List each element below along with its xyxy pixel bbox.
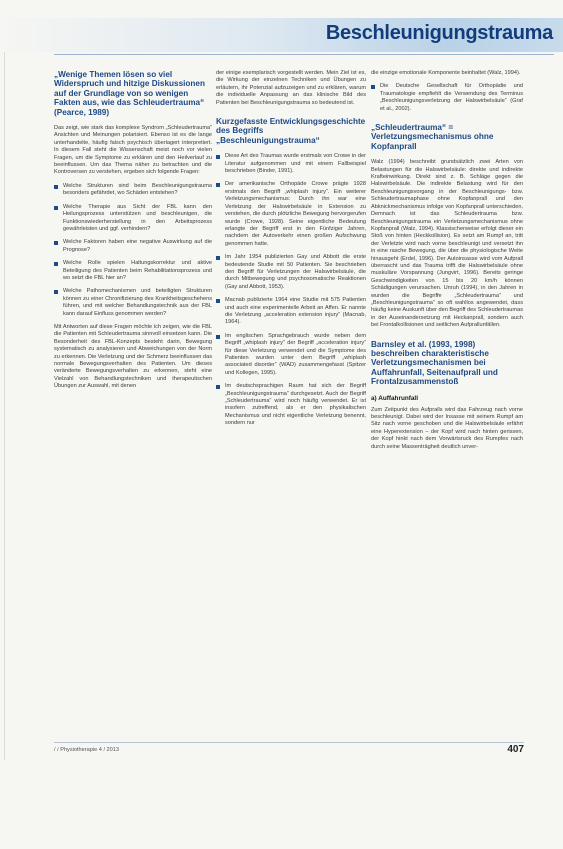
page-number: 407 (507, 744, 524, 755)
list-item (216, 153, 366, 175)
square-bullet-icon (371, 85, 375, 89)
col3-para-1: Walz (1994) beschreibt grundsätzlich zwei Arten von Belastungen für die Halswirbelsäule: direkte und indirekte Krafteinwirkung. Direkt sind z. B. Schläge gegen die Halswirbelsäule. Die indirekte Belastung wird für den Beschleunigungsvorgang in der Beschleunigungs- bzw. Schleudertraumaphase ohne Kopfanprall und den Abknickmechanismus infolge von Kopfanprall unterschieden. Demnach ist das Schleudertrauma bzw. Beschleunigungstrauma ein Verletzungsmechanismus ohne Kopfanprall (Walz, 1994). Klassischerweise erfolgt dieser ein Stoß von hinten (Heckkollision). Es setzt am Rumpf an, tritt der Verletzte wird nach vorne beschleunigt und versetzt ihn in eine rasche Bewegung, die über die physiologische Weite hinausgeht (Erdel, 1996). Der Autoinsasse wird vom Aufprall überrascht und das Trauma trifft die Halswirbelsäule ohne muskuläre Vorspannung (Jungvirt, 1996). Bereits geringe Geschwindigkeiten von 15 bis 20 km/h können Schädigungen verursachen. Unruh (1994), in den Jahren in wurden die Begriffe „Schleudertrauma“ und „Beschleunigungstrauma“ so oft wahllos angewendet, dass häufig keine Auskunft über den Begriff des Schleudertraumas in der Auseinandersetzung mit Heckanprall, sondern auch bei Frontalkollisionen und seitlichen Aufprallunfällen. (371, 159, 523, 329)
list-item-text: Im englischen Sprachgebrauch wurde neben dem Begriff „whiplash injury“ der Begriff „acceleration injury“ für diese Verletzung verwendet und die Symptome des Patienten wurden unter dem Begriff „whiplash associated disorder“ (WAD) zusammengefasst (Spitzer und Kollegen, 1995). (225, 332, 366, 376)
list-item-text: Im Jahr 1954 publizierten Gay und Abbott die erste bedeutende Studie mit 50 Patienten. Sie beschrieben den Begriff für Verletzungen der Halswirbelsäule, die durch Mitbewegung und psychosomatische Reaktionen (Gay and Abbott, 1953). (225, 254, 366, 290)
list-item-text: Macnab publizierte 1964 eine Studie mit 575 Patienten und auch eine experimentelle Arbeit an Affen. Er nannte die Verletzung „acceleration extension injury“ (Macnab, 1964). (225, 297, 366, 326)
list-item (54, 204, 212, 234)
page-title: Beschleunigungstrauma (325, 22, 553, 44)
square-bullet-icon (216, 335, 220, 339)
list-item (216, 297, 366, 327)
list-item (54, 260, 212, 282)
list-item (54, 239, 212, 254)
square-bullet-icon (54, 206, 58, 210)
column-2 (216, 70, 366, 434)
header-rule (54, 54, 554, 55)
col2-heading: Kurzgefasste Entwicklungsgeschichte des Begriffs „Beschleunigungstrauma“ (216, 117, 366, 145)
col3-heading-1: „Schleudertrauma“ = Verletzungsmechanismus ohne Kopfanprall (371, 123, 494, 151)
square-bullet-icon (216, 385, 220, 389)
col3-list (371, 83, 523, 113)
col1-heading: „Wenige Themen lösen so viel Widerspruch und hitzige Diskussionen auf der Grundlage von so wenigen Fakten aus, wie das Schleudertrauma“ (Pearce, 1989) (54, 70, 205, 117)
square-bullet-icon (54, 262, 58, 266)
col3-para-2: Zum Zeitpunkt des Aufpralls wird das Fahrzeug nach vorne beschleunigt. Dabei wird der Insasse mit seinem Rumpf am Sitz nach vorne geschoben und die Halswirbelsäule erfährt eine Hyperextension – der Kopf wird nach hinten gerissen, der Kopf hinkt nach dem Vorwärtsruck des Rumpfes nach durch seine Massenträgheit deutlich unver- (371, 406, 523, 450)
list-item (216, 383, 366, 427)
list-item-text: Diese Art des Traumas wurde erstmals von Crowe in der Literatur aufgenommen und mit einem Fallbeispiel beschrieben (Binder, 1991). (225, 153, 366, 175)
square-bullet-icon (216, 299, 220, 303)
col1-closing: Mit Antworten auf diese Fragen möchte ich zeigen, wie die FBL die Patienten mit Schleudertrauma sinnvoll einsetzen kann. Die Besonderheit des FBL-Konzepts besteht darin, Bewegung systematisch zu analysieren und Abweichungen von der Norm zu erkennen. Die Verletzung und der Schmerz beeinflussen das normale Bewegungsverhalten des Patienten. Um dieses veränderte Bewegungsverhalten zu erkennen, steht eine Vielzahl von Behandlungstechniken und therapeutischen Übungen zur Auswahl, mit denen (54, 323, 212, 390)
list-item-text: Welche Faktoren haben eine negative Auswirkung auf die Prognose? (63, 239, 212, 253)
list-item-text: Welche Therapie aus Sicht der FBL kann den Heilungsprozess unterstützen und beschleunigen, die Funktionswiederherstellung in den Arbeitsprozess gewährleisten und ggf. verhindern? (63, 203, 212, 232)
col3-heading-2: Barnsley et al. (1993, 1998) beschreiben charakteristische Verletzungsmechanismen bei Auffahrunfall, Seitenaufprall und Frontalzusammenstoß (371, 339, 498, 387)
square-bullet-icon (54, 241, 58, 245)
list-item (54, 183, 212, 198)
list-item (216, 333, 366, 377)
list-item-text: Im deutschsprachigen Raum hat sich der Begriff „Beschleunigungstrauma“ durchgesetzt. Auch der Begriff „Schleudertrauma“ wird noch häufig verwendet. Er ist insofern zutreffend, als er den physikalischen Mechanismus und nicht eigentliche Verletzung benennt, sondern nur (225, 383, 366, 427)
list-item-text: Welche Strukturen sind beim Beschleunigungstrauma besonders gefährdet, wo Schäden entstehen? (63, 182, 212, 197)
list-item (54, 288, 212, 318)
col3-subheading: a) Auffahrunfall (371, 394, 418, 402)
column-1 (54, 70, 212, 397)
square-bullet-icon (54, 290, 58, 294)
page-footer (54, 742, 524, 759)
list-item (371, 83, 523, 113)
list-item-text: Welche Rolle spielen Haltungskorrektur und aktive Beteiligung des Patienten beim Rehabilitationsprozess und wo setzt die FBL hier an? (63, 260, 212, 281)
column-3 (371, 70, 523, 457)
col1-intro: Das zeigt, wie stark das komplexe Syndrom „Schleudertrauma“ Ansichten und Meinungen polarisiert. Ebenso ist es die lange unterhandelte, häufig falsch psychisch überlagert interpretiert. In diesem Fall steht die Wissenschaft meist noch vor vielen Fragen, um die Symptome zu erklären und den Heilverlauf zu beeinflussen. Um das Thema näher zu betrachten und die Kontroversen zu verstehen, ergeben sich folgende Fragen: (54, 125, 212, 176)
page-edge (4, 20, 5, 760)
list-item-text: Der amerikanische Orthopäde Crowe prägte 1928 erstmals den Begriff „whiplash injury“. Ein weiterer Verletzungsmechanismus: Durch ihn war eine Verletzung der Halswirbelsäule in Extension zu verstehen, die durch plötzliche Bewegung hervorgerufen wurde (Crowe, 1928). Seine eigentliche Bedeutung erlangte der Begriff erst in den Fünfziger Jahren, nachdem der Autoverkehr einen großen Aufschwung genommen hatte. (225, 181, 366, 247)
col1-question-list (54, 183, 212, 318)
list-item-text: Welche Pathomechanismen und beteiligten Strukturen können zu einer Chronifizierung des Krankheitsgeschehens führen, und mit welcher Behandlungstechnik aus der FBL kann darauf Einfluss genommen werden? (63, 288, 212, 317)
list-item (216, 254, 366, 291)
col3-intro: die einzige emotionale Komponente beinhaltet (Walz, 1994). (371, 70, 521, 76)
col2-intro: der einige exemplarisch vorgestellt werden. Mein Ziel ist es, die Wirkung der einzelnen Techniken und Übungen zu erläutern, ihr Potenzial aufzuzeigen und zu erklären, warum die individuelle Anpassung an das klinische Bild des Patienten bei Beschleunigungstrauma so bedeutend ist. (216, 70, 366, 106)
list-item-text: Die Deutsche Gesellschaft für Orthopädie und Traumatologie empfiehlt die Verwendung des Terminus „Beschleunigungsverletzung der Halswirbelsäule“ (Graf et al., 2002). (380, 83, 523, 112)
list-item (216, 181, 366, 248)
square-bullet-icon (216, 183, 220, 187)
square-bullet-icon (216, 155, 220, 159)
square-bullet-icon (54, 185, 58, 189)
journal-name: / / Physiotherapie 4 / 2013 (54, 747, 119, 753)
square-bullet-icon (216, 256, 220, 260)
col2-history-list (216, 153, 366, 427)
